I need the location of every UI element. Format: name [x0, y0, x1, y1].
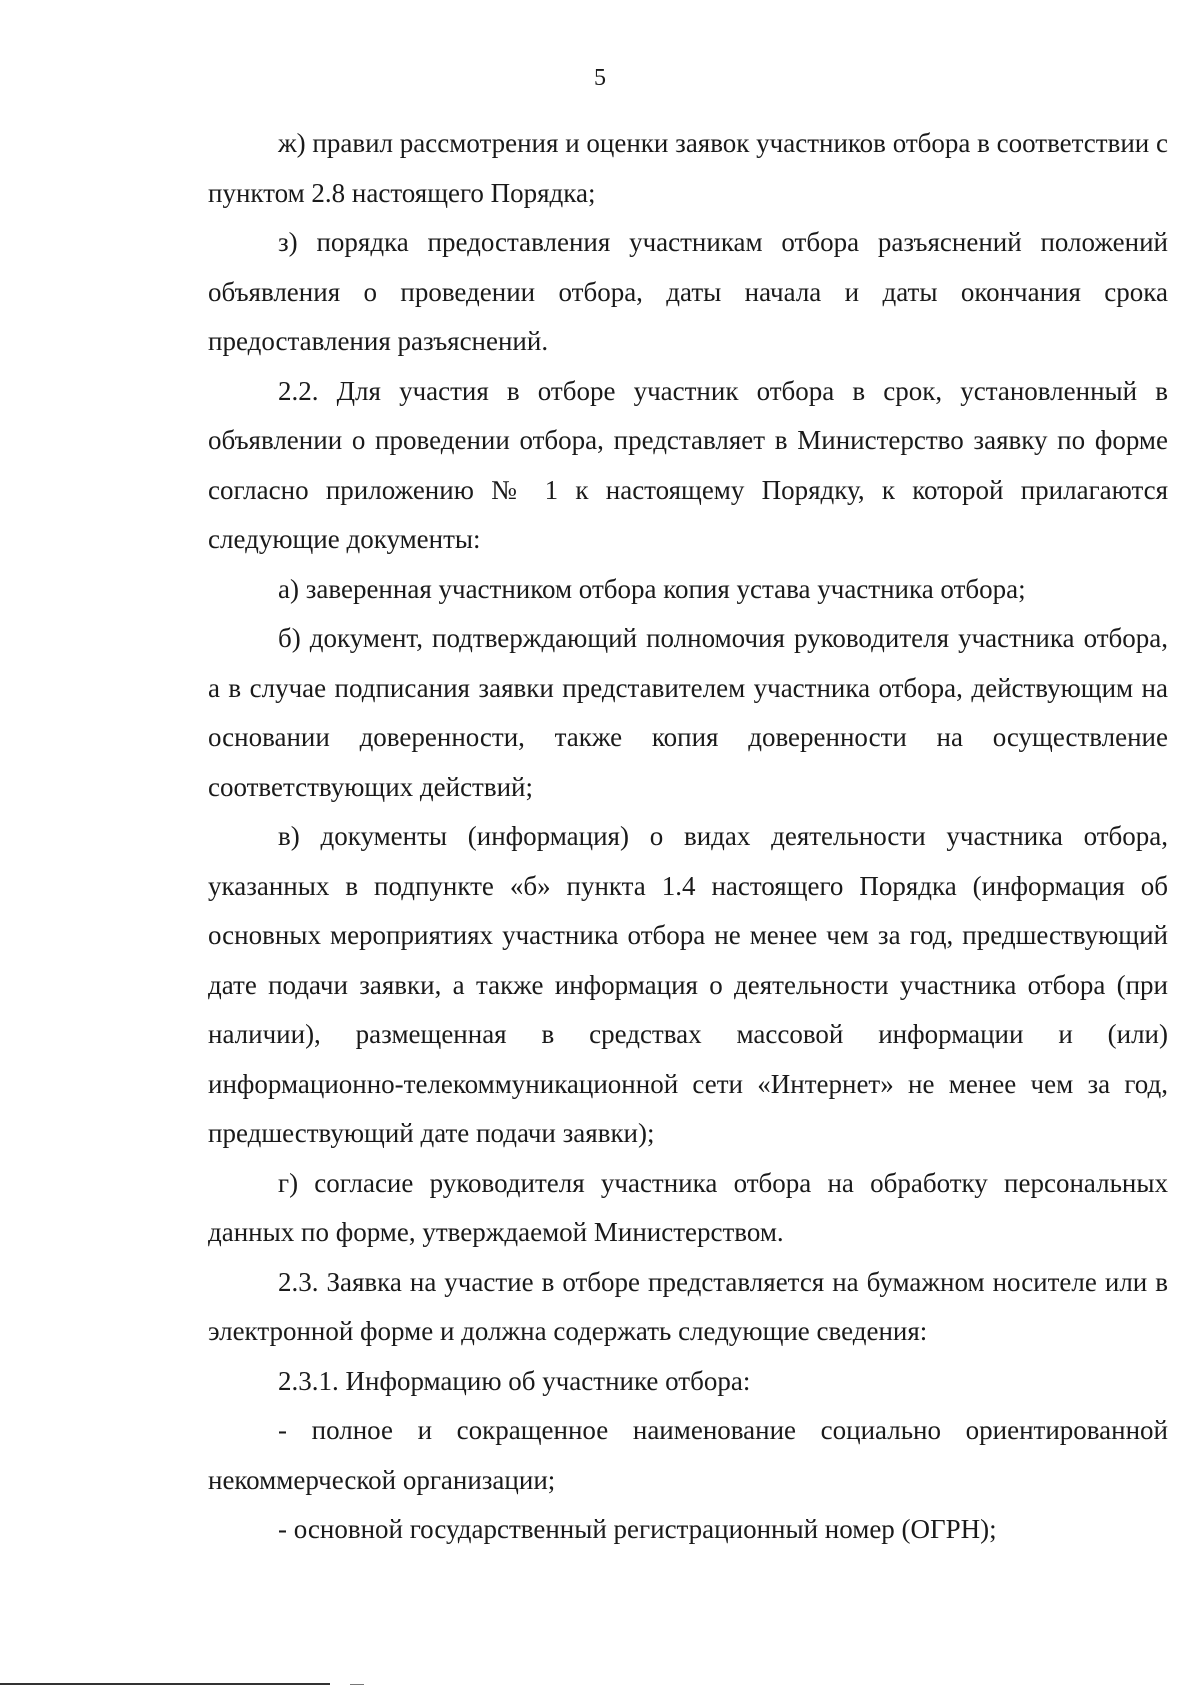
paragraph-z: з) порядка предоставления участникам отбора разъяснений положений объявления о проведении отбора, даты начала и даты окончания срока предоставления разъяснений.: [208, 227, 1168, 356]
paragraph-2-3: 2.3. Заявка на участие в отборе представляется на бумажном носителе или в электронной форме и должна содержать следующие сведения:: [208, 1266, 1168, 1346]
paragraph-v: в) документы (информация) о видах деятельности участника отбора, указанных в подпункте «б» пункта 1.4 настоящего Порядка (информация об основных мероприятиях участника отбора не менее чем за год, предшествующий дате подачи заявки, а также информация о деятельности участника отбора (при наличии), размещенная в средствах массовой информации и (или) информационно-телекоммуникационной сети «Интернет» не менее чем за год, предшествующий дате подачи заявки);: [208, 821, 1168, 1148]
list-item-ogrn: - основной государственный регистрационный номер (ОГРН);: [278, 1514, 997, 1544]
paragraph-b: б) документ, подтверждающий полномочия руководителя участника отбора, а в случае подписания заявки представителем участника отбора, действующим на основании доверенности, также копия доверенности на осуществление соответствующих действий;: [208, 623, 1168, 802]
list-item-full-name: - полное и сокращенное наименование социально ориентированной некоммерческой организации;: [208, 1415, 1168, 1495]
paragraph-a: а) заверенная участником отбора копия устава участника отбора;: [278, 573, 1026, 604]
bottom-dash: [350, 1684, 364, 1685]
page-number: 5: [594, 65, 606, 91]
paragraph-zh: ж) правил рассмотрения и оценки заявок участников отбора в соответствии с пунктом 2.8 настоящего Порядка;: [208, 128, 1168, 208]
document-body: [208, 119, 1168, 1555]
paragraph-2-2: 2.2. Для участия в отборе участник отбора в срок, установленный в объявлении о проведении отбора, представляет в Министерство заявку по форме согласно приложению № 1 к настоящему Порядку, к которой прилагаются следующие документы:: [208, 375, 1168, 554]
paragraph-g: г) согласие руководителя участника отбора на обработку персональных данных по форме, утверждаемой Министерством.: [208, 1167, 1168, 1247]
paragraph-2-3-1: 2.3.1. Информацию об участнике отбора:: [278, 1365, 751, 1396]
bottom-rule: [0, 1683, 330, 1685]
